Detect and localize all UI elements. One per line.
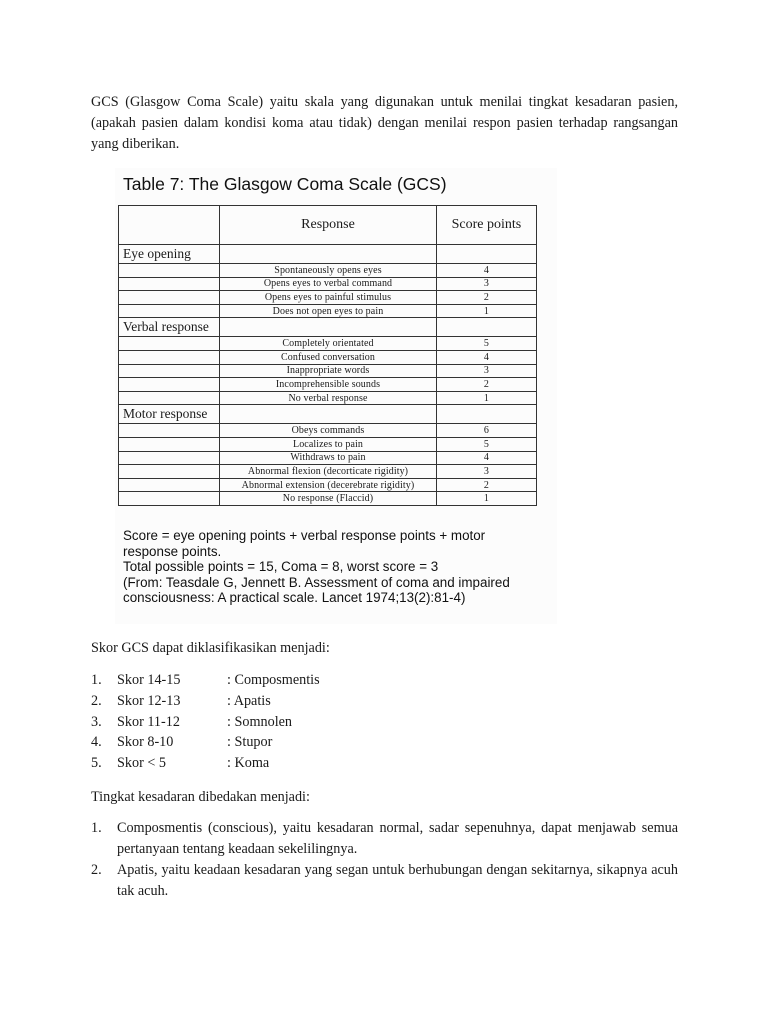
score-cell: 2	[436, 378, 536, 392]
list-item	[91, 670, 491, 691]
classification-list	[91, 670, 491, 774]
response-cell: Abnormal extension (decerebrate rigidity)	[220, 478, 437, 492]
table-row	[119, 304, 537, 318]
table-row	[119, 264, 537, 278]
level-description: Composmentis (conscious), yaitu kesadaran normal, sadar sepenuhnya, dapat menjawab semua pertanyaan tentang keadaan sekelilingnya.	[117, 820, 678, 857]
response-cell: No response (Flaccid)	[220, 492, 437, 506]
note-line: (From: Teasdale G, Jennett B. Assessment of coma and impaired	[123, 574, 510, 590]
score-label: : Stupor	[227, 734, 273, 751]
empty-cell	[119, 465, 220, 479]
empty-cell	[119, 492, 220, 506]
list-item	[91, 753, 491, 774]
table-row	[119, 391, 537, 405]
list-item	[91, 818, 678, 860]
gcs-table	[118, 205, 537, 506]
list-item	[91, 860, 678, 902]
score-cell: 1	[436, 492, 536, 506]
response-cell: Does not open eyes to pain	[220, 304, 437, 318]
score-range: Skor < 5	[117, 755, 166, 772]
empty-cell	[436, 405, 536, 424]
score-label: : Koma	[227, 755, 270, 772]
figure-notes	[123, 528, 553, 606]
header-empty-cell	[119, 206, 220, 245]
table-row	[119, 291, 537, 305]
note-line: Score = eye opening points + verbal response points + motor	[123, 528, 486, 543]
score-range: Skor 14-15	[117, 672, 181, 688]
empty-cell	[119, 478, 220, 492]
empty-cell	[220, 318, 437, 337]
category-row	[119, 245, 537, 264]
score-cell: 5	[436, 337, 536, 351]
score-label: : Apatis	[227, 692, 271, 709]
score-cell: 1	[436, 391, 536, 405]
empty-cell	[119, 378, 220, 392]
classification-heading: Skor GCS dapat diklasifikasikan menjadi:	[91, 640, 330, 656]
list-number: 3.	[91, 713, 102, 730]
empty-cell	[119, 304, 220, 318]
list-number: 4.	[91, 734, 102, 751]
table-row	[119, 337, 537, 351]
empty-cell	[119, 424, 220, 438]
score-cell: 2	[436, 291, 536, 305]
levels-list	[91, 818, 678, 902]
empty-cell	[119, 391, 220, 405]
table-row	[119, 364, 537, 378]
empty-cell	[119, 264, 220, 278]
empty-cell	[220, 405, 437, 424]
score-label: : Composmentis	[227, 672, 320, 688]
level-description: Apatis, yaitu keadaan kesadaran yang segan untuk berhubungan dengan sekitarnya, sikapnya acuh tak acuh.	[117, 862, 678, 899]
response-cell: Inappropriate words	[220, 364, 437, 378]
response-cell: Localizes to pain	[220, 437, 437, 451]
score-label: : Somnolen	[227, 713, 293, 730]
list-item	[91, 691, 491, 712]
list-number: 2.	[91, 862, 102, 878]
table-row	[119, 492, 537, 506]
response-cell: Spontaneously opens eyes	[220, 264, 437, 278]
score-cell: 3	[436, 277, 536, 291]
score-cell: 1	[436, 304, 536, 318]
list-number: 5.	[91, 755, 102, 772]
empty-cell	[436, 318, 536, 337]
levels-heading: Tingkat kesadaran dibedakan menjadi:	[91, 789, 310, 805]
table-row	[119, 437, 537, 451]
list-number: 1.	[91, 672, 102, 688]
header-response: Response	[220, 206, 437, 245]
response-cell: Abnormal flexion (decorticate rigidity)	[220, 465, 437, 479]
note-line: Total possible points = 15, Coma = 8, worst score = 3	[123, 559, 439, 574]
score-cell: 6	[436, 424, 536, 438]
response-cell: Withdraws to pain	[220, 451, 437, 465]
score-cell: 3	[436, 364, 536, 378]
empty-cell	[119, 337, 220, 351]
score-cell: 4	[436, 264, 536, 278]
response-cell: Incomprehensible sounds	[220, 378, 437, 392]
header-score: Score points	[436, 206, 536, 245]
note-line: response points.	[123, 543, 222, 559]
table-row	[119, 378, 537, 392]
table-row	[119, 424, 537, 438]
table-row	[119, 451, 537, 465]
table-row	[119, 350, 537, 364]
response-cell: Opens eyes to verbal command	[220, 277, 437, 291]
table-row	[119, 277, 537, 291]
score-cell: 3	[436, 465, 536, 479]
response-cell: Obeys commands	[220, 424, 437, 438]
table-row	[119, 465, 537, 479]
intro-paragraph: GCS (Glasgow Coma Scale) yaitu skala yang digunakan untuk menilai tingkat kesadaran pasien, (apakah pasien dalam kondisi koma atau tidak) dengan menilai respon pasien terhadap rangsangan yang diberikan.	[91, 94, 678, 152]
empty-cell	[220, 245, 437, 264]
category-label: Motor response	[119, 405, 220, 424]
score-cell: 4	[436, 350, 536, 364]
table-row	[119, 478, 537, 492]
empty-cell	[119, 437, 220, 451]
category-row	[119, 318, 537, 337]
empty-cell	[436, 245, 536, 264]
score-cell: 2	[436, 478, 536, 492]
empty-cell	[119, 291, 220, 305]
table-header-row	[119, 206, 537, 245]
score-range: Skor 12-13	[117, 692, 181, 709]
figure-title: Table 7: The Glasgow Coma Scale (GCS)	[123, 174, 447, 194]
category-label: Verbal response	[119, 318, 220, 337]
response-cell: Opens eyes to painful stimulus	[220, 291, 437, 305]
empty-cell	[119, 451, 220, 465]
list-item	[91, 712, 491, 733]
score-range: Skor 11-12	[117, 713, 180, 730]
score-range: Skor 8-10	[117, 734, 174, 751]
response-cell: Completely orientated	[220, 337, 437, 351]
score-cell: 4	[436, 451, 536, 465]
response-cell: Confused conversation	[220, 350, 437, 364]
note-line: consciousness: A practical scale. Lancet 1974;13(2):81-4)	[123, 590, 466, 605]
empty-cell	[119, 277, 220, 291]
empty-cell	[119, 350, 220, 364]
list-number: 2.	[91, 692, 102, 709]
category-label: Eye opening	[119, 245, 220, 264]
list-item	[91, 732, 491, 753]
score-cell: 5	[436, 437, 536, 451]
list-number: 1.	[91, 820, 102, 836]
empty-cell	[119, 364, 220, 378]
response-cell: No verbal response	[220, 391, 437, 405]
category-row	[119, 405, 537, 424]
gcs-table-figure	[115, 168, 557, 624]
